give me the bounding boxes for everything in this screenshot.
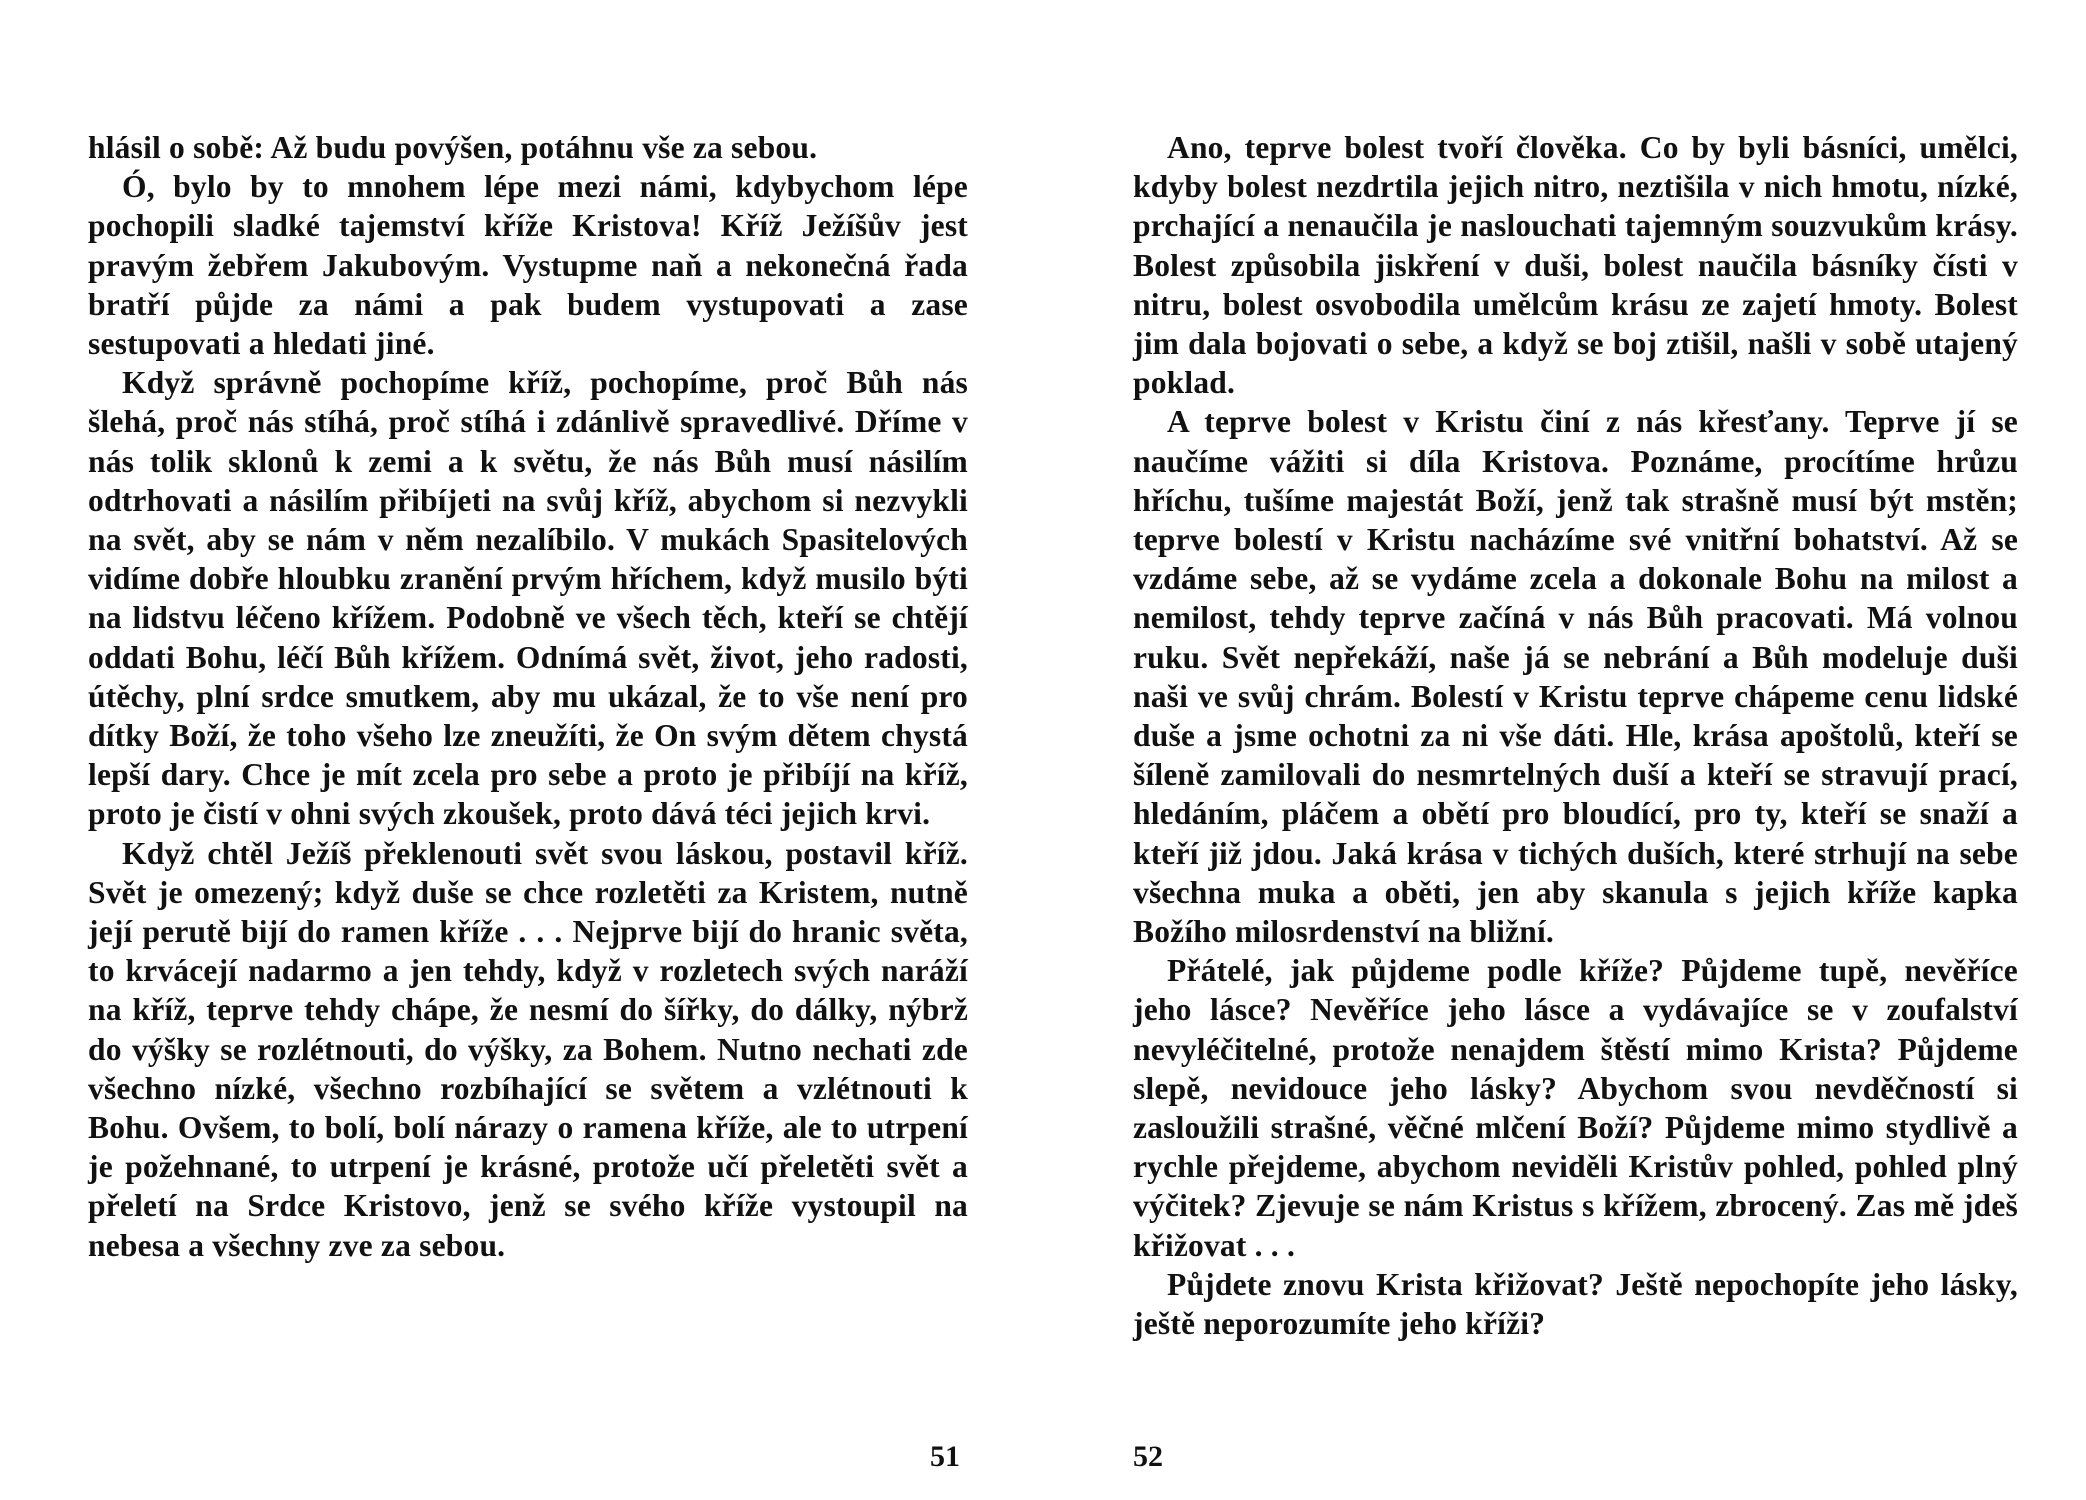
right-paragraph-4: Půjdete znovu Krista křižovat? Ještě nepochopíte jeho lásky, ještě neporozumíte jeho kříži?	[1133, 1266, 2018, 1342]
right-paragraph-2: A teprve bolest v Kristu činí z nás křesťany. Teprve jí se naučíme vážiti si díla Kristova. Poznáme, procítíme hrůzu hříchu, tušíme majestát Boží, jenž tak strašně musí být mstěn; teprve bolestí v Kristu nacházíme své vnitřní bohatství. Až se vzdáme sebe, až se vydáme zcela a dokonale Bohu na milost a nemilost, tehdy teprve začíná v nás Bůh pracovati. Má volnou ruku. Svět nepřekáží, naše já se nebrání a Bůh modeluje duši naši ve svůj chrám. Bolestí v Kristu teprve chápeme cenu lidské duše a jsme ochotni za ni vše dáti. Hle, krása apoštolů, kteří se šíleně zamilovali do nesmrtelných duší a kteří se stravují prací, hledáním, pláčem a obětí pro bloudící, pro ty, kteří se snaží a kteří již jdou. Jaká krása v tichých duších, které strhují na sebe všechna muka a oběti, jen aby skanula s jejich kříže kapka Božího milosrdenství na bližní.	[1133, 404, 2018, 950]
right-page-number: 52	[1133, 1440, 1163, 1473]
left-paragraph-1: hlásil o sobě: Až budu povýšen, potáhnu vše za sebou.	[88, 130, 818, 165]
left-paragraph-3: Když správně pochopíme kříž, pochopíme, proč Bůh nás šlehá, proč nás stíhá, proč stíhá i zdánlivě spravedlivé. Dříme v nás tolik sklonů k zemi a k světu, že nás Bůh musí násilím odtrhovati a násilím přibíjeti na svůj kříž, abychom si nezvykli na svět, aby se nám v něm nezalíbilo. V mukách Spasitelových vidíme dobře hloubku zranění prvým hříchem, když musilo býti na lidstvu léčeno křížem. Podobně ve všech těch, kteří se chtějí oddati Bohu, léčí Bůh křížem. Odnímá svět, život, jeho radosti, útěchy, plní srdce smutkem, aby mu ukázal, že to vše není pro dítky Boží, že toho všeho lze zneužíti, že On svým dětem chystá lepší dary. Chce je mít zcela pro sebe a proto je přibíjí na kříž, proto je čistí v ohni svých zkoušek, proto dává téci jejich krvi.	[88, 365, 968, 832]
left-paragraph-2: Ó, bylo by to mnohem lépe mezi námi, kdybychom lépe pochopili sladké tajemství kříže Kristova! Kříž Ježíšův jest pravým žebřem Jakubovým. Vystupme naň a nekonečná řada bratří půjde za námi a pak budem vystupovati a zase sestupovati a hledati jiné.	[88, 169, 968, 362]
left-page-number: 51	[930, 1440, 960, 1473]
right-paragraph-3: Přátelé, jak půjdeme podle kříže? Půjdeme tupě, nevěříce jeho lásce? Nevěříce jeho lásce a vydávajíce se v zoufalství nevyléčitelné, protože nenajdem štěstí mimo Krista? Půjdeme slepě, nevidouce jeho lásky? Abychom svou nevděčností si zasloužili strašné, věčné mlčení Boží? Půjdeme mimo stydlivě a rychle přejdeme, abychom neviděli Kristův pohled, pohled plný výčitek? Zjevuje se nám Kristus s křížem, zbrocený. Zas mě jdeš křižovat . . .	[1133, 953, 2018, 1263]
left-page	[88, 128, 968, 1265]
right-page	[1133, 128, 2018, 1343]
left-paragraph-4: Když chtěl Ježíš překlenouti svět svou láskou, postavil kříž. Svět je omezený; když duše se chce rozletěti za Kristem, nutně její perutě bijí do ramen kříže . . . Nejprve bijí do hranic světa, to krvácejí nadarmo a jen tehdy, když v rozletech svých naráží na kříž, teprve tehdy chápe, že nesmí do šířky, do dálky, nýbrž do výšky se rozlétnouti, do výšky, za Bohem. Nutno nechati zde všechno nízké, všechno rozbíhající se světem a vzlétnouti k Bohu. Ovšem, to bolí, bolí nárazy o ramena kříže, ale to utrpení je požehnané, to utrpení je krásné, protože učí přeletěti svět a přeletí na Srdce Kristovo, jenž se svého kříže vystoupil na nebesa a všechny zve za sebou.	[88, 835, 968, 1263]
right-paragraph-1: Ano, teprve bolest tvoří člověka. Co by byli básníci, umělci, kdyby bolest nezdrtila jejich nitro, neztišila v nich hmotu, nízké, prchající a nenaučila je naslouchati tajemným souzvukům krásy. Bolest způsobila jiskření v duši, bolest naučila básníky čísti v nitru, bolest osvobodila umělcům krásu ze zajetí hmoty. Bolest jim dala bojovati o sebe, a když se boj ztišil, našli v sobě utajený poklad.	[1133, 130, 2018, 401]
